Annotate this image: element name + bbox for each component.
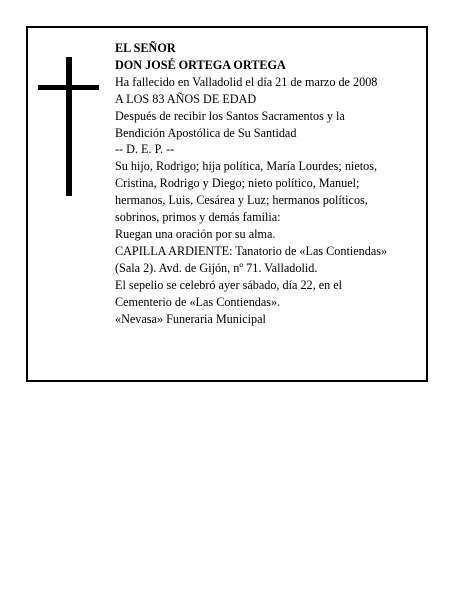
notice-line-sacraments: Después de recibir los Santos Sacramentos y la: [115, 108, 345, 123]
notice-line-funeral-home: «Nevasa» Funeraria Municipal: [115, 311, 266, 326]
notice-text: [115, 40, 427, 327]
notice-line-prayer: Ruegan una oración por su alma.: [115, 226, 276, 241]
notice-line-burial-2: Cementerio de «Las Contiendas».: [115, 294, 281, 309]
notice-line-family-4: sobrinos, primos y demás familia:: [115, 210, 281, 225]
notice-line-family-2: Cristina, Rodrigo y Diego; nieto político, Manuel;: [115, 176, 360, 191]
notice-line-dep: -- D. E. P. --: [115, 142, 175, 157]
notice-line-death-date: Ha fallecido en Valladolid el día 21 de marzo de 2008: [115, 74, 378, 89]
obituary-notice: [26, 26, 428, 382]
notice-title-line-1: EL SEÑOR: [115, 41, 176, 55]
notice-line-family-1: Su hijo, Rodrigo; hija política, María Lourdes; nietos,: [115, 159, 377, 174]
notice-line-chapel-1: CAPILLA ARDIENTE: Tanatorio de «Las Contiendas»: [115, 243, 388, 258]
cross-horizontal-bar: [38, 85, 99, 90]
cross-vertical-bar: [66, 57, 72, 196]
notice-line-benediction: Bendición Apostólica de Su Santidad: [115, 125, 297, 140]
notice-title-line-2: DON JOSÉ ORTEGA ORTEGA: [115, 57, 286, 72]
notice-line-family-3: hermanos, Luis, Cesárea y Luz; hermanos políticos,: [115, 193, 368, 208]
notice-line-chapel-2: (Sala 2). Avd. de Gijón, nº 71. Valladolid.: [115, 260, 318, 275]
notice-line-burial-1: El sepelio se celebró ayer sábado, día 22, en el: [115, 277, 343, 292]
notice-line-age: A LOS 83 AÑOS DE EDAD: [115, 91, 257, 106]
